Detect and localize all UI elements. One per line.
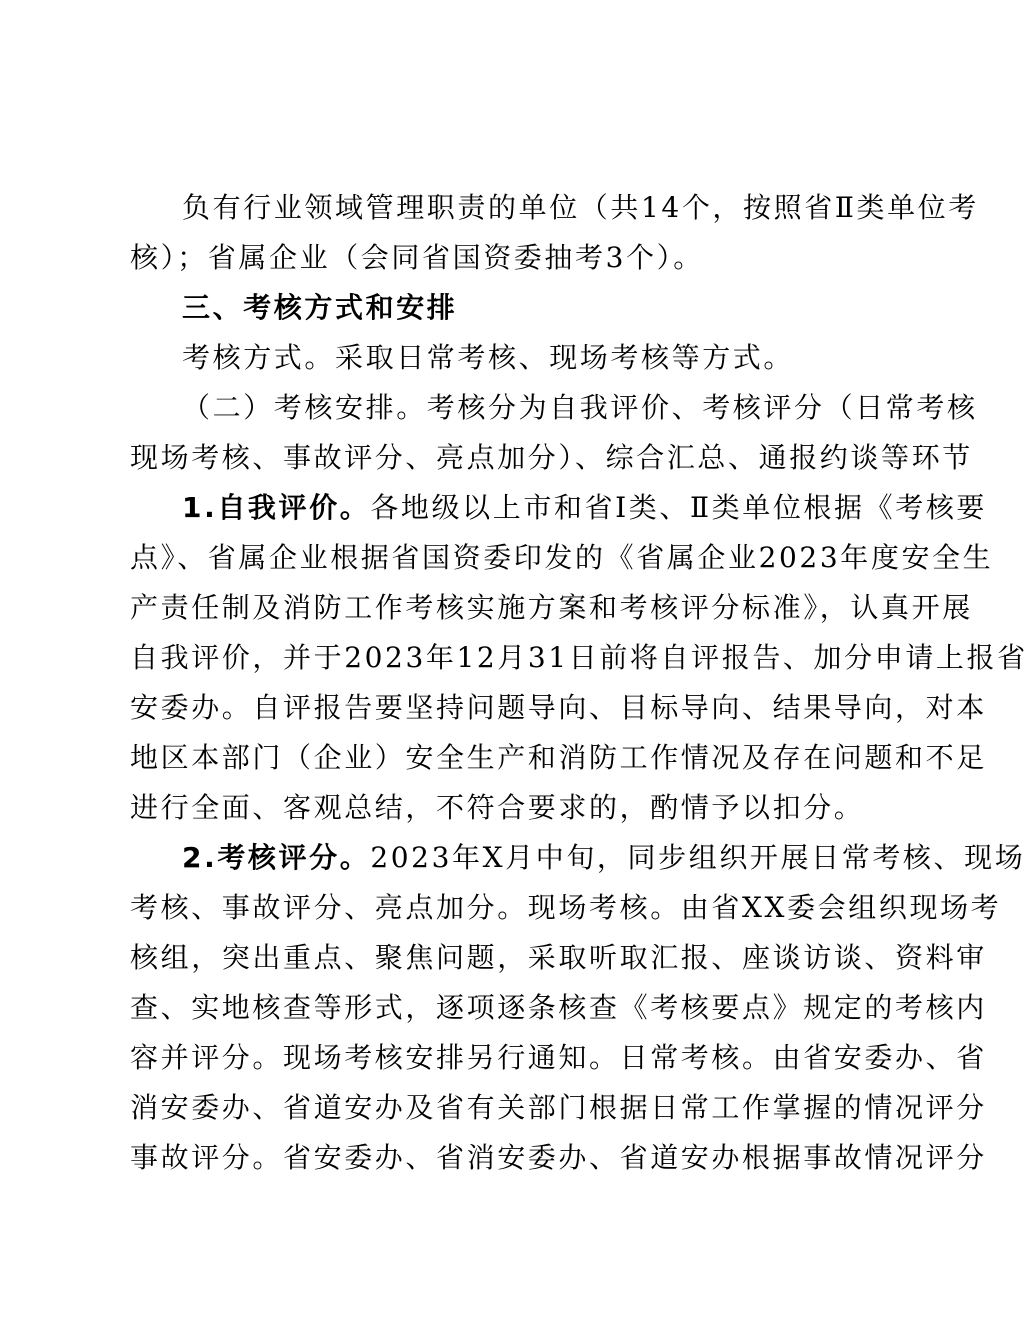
item-title: 2.考核评分。 (182, 841, 371, 874)
paragraph-line: 容并评分。现场考核安排另行通知。日常考核。由省安委办、省 (130, 1041, 987, 1074)
paragraph-line: 点》、省属企业根据省国资委印发的《省属企业2023年度安全生 (130, 541, 994, 574)
item-title: 1.自我评价。 (182, 491, 371, 524)
paragraph-line: 安委办。自评报告要坚持问题导向、目标导向、结果导向，对本 (130, 691, 987, 724)
item-text: 2023年X月中旬，同步组织开展日常考核、现场 (370, 841, 1026, 874)
paragraph-line: 负有行业领域管理职责的单位（共14个，按照省Ⅱ类单位考 (182, 191, 979, 224)
paragraph-line: 事故评分。省安委办、省消安委办、省道安办根据事故情况评分 (130, 1141, 987, 1174)
paragraph-line: 地区本部门（企业）安全生产和消防工作情况及存在问题和不足 (130, 741, 987, 774)
paragraph-line: 进行全面、客观总结，不符合要求的，酌情予以扣分。 (130, 791, 865, 824)
paragraph-line: （二）考核安排。考核分为自我评价、考核评分（日常考核 (182, 391, 978, 424)
paragraph-line: 查、实地核查等形式，逐项逐条核查《考核要点》规定的考核内 (130, 991, 987, 1024)
paragraph-line: 现场考核、事故评分、亮点加分）、综合汇总、通报约谈等环节 (130, 441, 973, 474)
item-first-line (182, 490, 988, 526)
item-first-line (182, 840, 1026, 876)
paragraph-line: 产责任制及消防工作考核实施方案和考核评分标准》，认真开展 (130, 591, 973, 624)
paragraph-line: 考核、事故评分、亮点加分。现场考核。由省XX委会组织现场考 (130, 891, 1002, 924)
paragraph-line: 核）；省属企业（会同省国资委抽考3个）。 (130, 241, 704, 274)
item-text: 各地级以上市和省I类、Ⅱ类单位根据《考核要 (370, 491, 988, 524)
paragraph-line: 考核方式。采取日常考核、现场考核等方式。 (182, 341, 795, 374)
section-heading: 三、考核方式和安排 (182, 291, 458, 324)
paragraph-line: 核组，突出重点、聚焦问题，采取听取汇报、座谈访谈、资料审 (130, 941, 987, 974)
paragraph-line: 消安委办、省道安办及省有关部门根据日常工作掌握的情况评分 (130, 1091, 987, 1124)
paragraph-line: 自我评价，并于2023年12月31日前将自评报告、加分申请上报省 (130, 641, 1028, 674)
